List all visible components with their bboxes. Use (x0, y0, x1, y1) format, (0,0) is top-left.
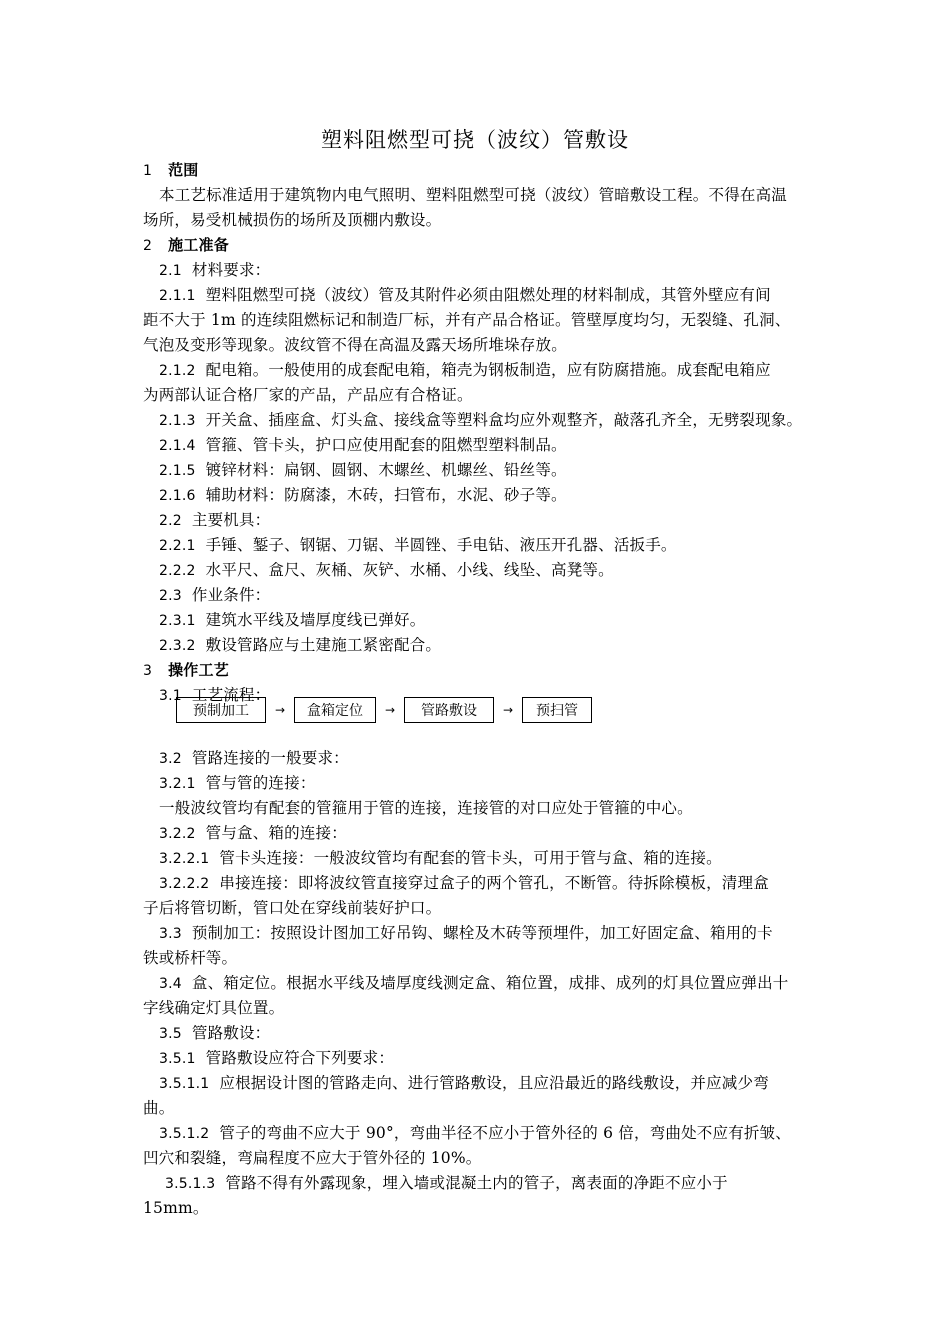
text-line (159, 1074, 769, 1093)
section-number: 3.5.1.2 (159, 1126, 210, 1142)
paragraph-text: 气泡及变形等现象。波纹管不得在高温及露天场所堆垛存放。 (143, 336, 567, 354)
section-number: 2.3 (159, 588, 182, 604)
paragraph-text: 管路敷设： (191, 1024, 271, 1042)
text-line (143, 661, 229, 680)
paragraph-text: 场所，易受机械损伤的场所及顶棚内敷设。 (143, 211, 442, 229)
section-number: 3.2.2 (159, 826, 196, 842)
text-line (159, 511, 270, 530)
text-line (159, 849, 722, 868)
paragraph-text: 15mm。 (143, 1199, 209, 1217)
paragraph-text: 曲。 (143, 1099, 175, 1117)
section-number: 2.2.2 (159, 563, 196, 579)
section-number: 3.5.1.3 (165, 1176, 216, 1192)
text-line (143, 999, 284, 1017)
paragraph-text: 手锤、錾子、钢锯、刀锯、半圆锉、手电钻、液压开孔器、活扳手。 (205, 536, 677, 554)
text-line (143, 1149, 481, 1167)
section-number: 2.2 (159, 513, 182, 529)
text-line (143, 161, 199, 180)
section-number: 3.5 (159, 1026, 182, 1042)
text-line (159, 974, 788, 993)
paragraph-text: 水平尺、盒尺、灰桶、灰铲、水桶、小线、线坠、高凳等。 (205, 561, 614, 579)
document-title: 塑料阻燃型可挠（波纹）管敷设 (321, 128, 629, 152)
flow-step-box: 管路敷设 (404, 697, 494, 723)
paragraph-text: 管与管的连接： (205, 774, 316, 792)
text-line (143, 236, 229, 255)
paragraph-text: 管路不得有外露现象，埋入墙或混凝土内的管子，离表面的净距不应小于 (225, 1174, 728, 1192)
paragraph-text: 建筑水平线及墙厚度线已弹好。 (205, 611, 426, 629)
paragraph-text: 凹穴和裂缝，弯扁程度不应大于管外径的 10%。 (143, 1149, 482, 1167)
flow-step-box: 盒箱定位 (294, 697, 376, 723)
text-line (159, 824, 347, 843)
section-number: 2.2.1 (159, 538, 196, 554)
section-number: 2.1.2 (159, 363, 196, 379)
paragraph-text: 串接连接：即将波纹管直接穿过盒子的两个管孔，不断管。待拆除模板，清理盒 (219, 874, 769, 892)
text-line (159, 286, 771, 305)
paragraph-text: 字线确定灯具位置。 (143, 999, 285, 1017)
paragraph-text: 作业条件： (191, 586, 271, 604)
arrow-right-icon: → (384, 703, 396, 717)
section-number: 3.2 (159, 751, 182, 767)
text-line (143, 1199, 209, 1217)
section-number: 2 (143, 238, 153, 254)
paragraph-text: 铁或桥杆等。 (143, 949, 238, 967)
text-line (143, 899, 441, 917)
paragraph-text: 管路连接的一般要求： (191, 749, 349, 767)
text-line (159, 799, 693, 817)
text-line (159, 586, 270, 605)
paragraph-text: 子后将管切断，管口处在穿线前装好护口。 (143, 899, 442, 917)
section-number: 3.3 (159, 926, 182, 942)
text-line (165, 1174, 728, 1193)
text-line (159, 461, 567, 480)
section-number: 3 (143, 663, 153, 679)
section-number: 2.1.5 (159, 463, 196, 479)
paragraph-text: 预制加工：按照设计图加工好吊钩、螺栓及木砖等预埋件，加工好固定盒、箱用的卡 (191, 924, 773, 942)
section-number: 2.1.1 (159, 288, 196, 304)
text-line (159, 611, 425, 630)
section-number: 3.2.1 (159, 776, 196, 792)
paragraph-text: 管卡头连接：一般波纹管均有配套的管卡头，可用于管与盒、箱的连接。 (219, 849, 722, 867)
section-number: 3.2.2.2 (159, 876, 210, 892)
text-line (159, 411, 802, 430)
section-number: 2.3.2 (159, 638, 196, 654)
text-line (159, 924, 773, 943)
paragraph-text: 管路敷设应符合下列要求： (205, 1049, 395, 1067)
arrow-right-icon: → (502, 703, 514, 717)
text-line (159, 1124, 791, 1143)
section-number: 3.1 (159, 688, 182, 704)
paragraph-text: 管与盒、箱的连接： (205, 824, 347, 842)
paragraph-text: 为两部认证合格厂家的产品，产品应有合格证。 (143, 386, 473, 404)
section-number: 3.5.1.1 (159, 1076, 210, 1092)
text-line (159, 361, 771, 380)
text-line (143, 1099, 174, 1117)
text-line (143, 386, 473, 404)
text-line (143, 211, 441, 229)
text-line (159, 1049, 394, 1068)
section-number: 2.1 (159, 263, 182, 279)
paragraph-text: 一般波纹管均有配套的管箍用于管的连接，连接管的对口应处于管箍的中心。 (159, 799, 693, 817)
section-number: 2.3.1 (159, 613, 196, 629)
paragraph-text: 应根据设计图的管路走向、进行管路敷设，且应沿最近的路线敷设，并应减少弯 (219, 1074, 769, 1092)
section-number: 1 (143, 163, 153, 179)
text-line (159, 436, 567, 455)
section-number: 3.2.2.1 (159, 851, 210, 867)
section-number: 3.5.1 (159, 1051, 196, 1067)
section-number: 2.1.6 (159, 488, 196, 504)
paragraph-text: 镀锌材料：扁钢、圆钢、木螺丝、机螺丝、铅丝等。 (205, 461, 567, 479)
paragraph-text: 管箍、管卡头，护口应使用配套的阻燃型塑料制品。 (205, 436, 567, 454)
text-line (159, 774, 316, 793)
section-number: 3.4 (159, 976, 182, 992)
paragraph-text: 材料要求： (191, 261, 271, 279)
paragraph-text: 盒、箱定位。根据水平线及墙厚度线测定盒、箱位置，成排、成列的灯具位置应弹出十 (191, 974, 789, 992)
arrow-right-icon: → (274, 703, 286, 717)
text-line (159, 1024, 270, 1043)
paragraph-text: 本工艺标准适用于建筑物内电气照明、塑料阻燃型可挠（波纹）管暗敷设工程。不得在高温 (159, 186, 788, 204)
text-line (159, 636, 441, 655)
section-number: 2.1.3 (159, 413, 196, 429)
paragraph-text: 距不大于 1m 的连续阻燃标记和制造厂标，并有产品合格证。管壁厚度均匀，无裂缝、孔洞、 (143, 311, 791, 329)
paragraph-text: 塑料阻燃型可挠（波纹）管及其附件必须由阻燃处理的材料制成，其管外壁应有间 (205, 286, 771, 304)
paragraph-text: 配电箱。一般使用的成套配电箱，箱壳为钢板制造，应有防腐措施。成套配电箱应 (205, 361, 771, 379)
text-line (159, 874, 769, 893)
paragraph-text: 工艺流程： (191, 686, 271, 704)
paragraph-text: 主要机具： (191, 511, 271, 529)
text-line (159, 186, 787, 204)
flow-step-box: 预扫管 (522, 697, 592, 723)
text-line (159, 536, 677, 555)
text-line (143, 949, 237, 967)
text-line (159, 749, 349, 768)
paragraph-text: 敷设管路应与土建施工紧密配合。 (205, 636, 442, 654)
flow-step-box: 预制加工 (176, 697, 266, 723)
text-line (143, 311, 791, 329)
section-number: 2.1.4 (159, 438, 196, 454)
text-line (159, 261, 270, 280)
paragraph-text: 管子的弯曲不应大于 90°，弯曲半径不应小于管外径的 6 倍，弯曲处不应有折皱、 (219, 1124, 792, 1142)
text-line (159, 561, 614, 580)
section-heading: 施工准备 (168, 236, 229, 254)
section-heading: 操作工艺 (168, 661, 229, 679)
text-line (143, 336, 567, 354)
paragraph-text: 开关盒、插座盒、灯头盒、接线盒等塑料盒均应外观整齐，敲落孔齐全，无劈裂现象。 (205, 411, 803, 429)
section-heading: 范围 (168, 161, 199, 179)
text-line (159, 486, 567, 505)
process-flow-diagram (176, 696, 592, 724)
paragraph-text: 辅助材料：防腐漆，木砖，扫管布，水泥、砂子等。 (205, 486, 567, 504)
